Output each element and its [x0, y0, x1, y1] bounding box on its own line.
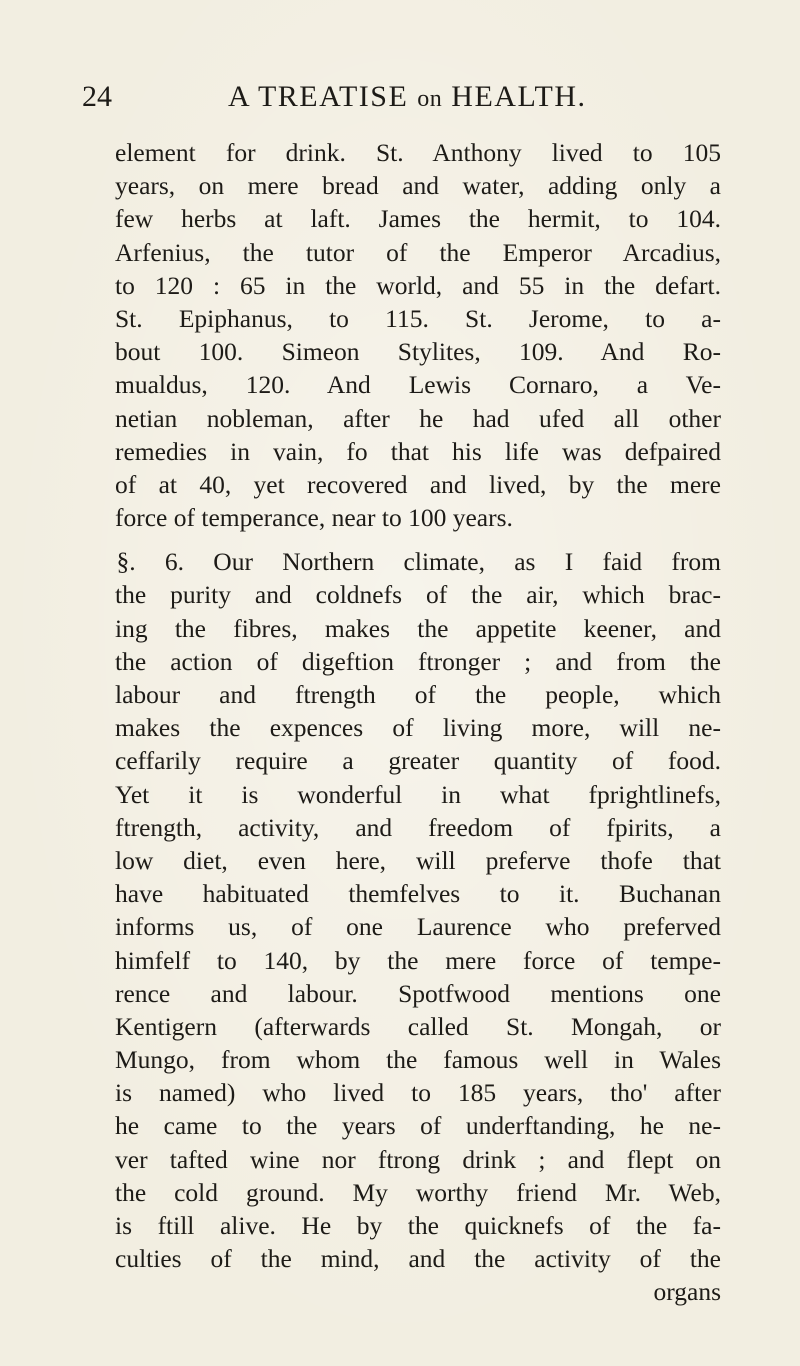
- text-line: the action of digeftion ftronger ; and from the: [115, 646, 721, 676]
- text-line: ftrength, activity, and freedom of fpirits, a: [115, 812, 721, 842]
- page-number: 24: [82, 80, 112, 113]
- text-line: makes the expences of living more, will ne-: [115, 713, 721, 743]
- text-line: is named) who lived to 185 years, tho' after: [115, 1078, 721, 1108]
- text-line: mualdus, 120. And Lewis Cornaro, a Ve-: [115, 370, 721, 400]
- text-line: to 120 : 65 in the world, and 55 in the defart.: [115, 270, 721, 300]
- text-line: he came to the years of underftanding, he ne-: [115, 1111, 721, 1141]
- text-line: years, on mere bread and water, adding only a: [115, 171, 721, 201]
- text-line: himfelf to 140, by the mere force of tempe-: [115, 945, 721, 975]
- text-line: ver tafted wine nor ftrong drink ; and flept on: [115, 1144, 721, 1174]
- text-line: labour and ftrength of the people, which: [115, 680, 721, 709]
- paragraph-2: [115, 545, 721, 1275]
- text-line: Arfenius, the tutor of the Emperor Arcadius,: [115, 237, 721, 267]
- text-line: ing the fibres, makes the appetite keener, and: [115, 613, 721, 643]
- text-line: culties of the mind, and the activity of the: [115, 1244, 721, 1274]
- running-title-on: on: [417, 86, 443, 112]
- text-line: low diet, even here, will preferve thofe that: [115, 845, 721, 875]
- text-line: is ftill alive. He by the quicknefs of the fa-: [115, 1211, 721, 1240]
- text-line: St. Epiphanus, to 115. St. Jerome, to a-: [115, 303, 721, 333]
- running-title: [228, 80, 587, 114]
- text-line: netian nobleman, after he had ufed all other: [115, 403, 721, 433]
- text-line: the purity and coldnefs of the air, which brac-: [115, 580, 721, 610]
- paragraph-1: [115, 136, 721, 534]
- running-head: [80, 80, 720, 120]
- text-line: force of temperance, near to 100 years.: [115, 503, 513, 533]
- running-title-part-b: HEALTH.: [442, 80, 587, 113]
- paragraph-gap: [115, 534, 721, 545]
- text-line: few herbs at laft. James the hermit, to 104.: [115, 204, 721, 234]
- text-line: remedies in vain, fo that his life was defpaired: [115, 436, 721, 466]
- text-line: Mungo, from whom the famous well in Wales: [115, 1045, 721, 1075]
- text-line: element for drink. St. Anthony lived to 105: [115, 138, 721, 167]
- text-line: Kentigern (afterwards called St. Mongah, or: [115, 1011, 721, 1041]
- text-line: the cold ground. My worthy friend Mr. Web,: [115, 1177, 721, 1207]
- text-line: of at 40, yet recovered and lived, by the mere: [115, 469, 721, 499]
- text-line: Yet it is wonderful in what fprightlinefs,: [115, 779, 721, 809]
- running-title-part-a: A TREATISE: [228, 80, 418, 113]
- body-text: [115, 136, 721, 1309]
- catchword: organs: [653, 1277, 721, 1307]
- text-line: bout 100. Simeon Stylites, 109. And Ro-: [115, 337, 721, 367]
- text-line: have habituated themfelves to it. Buchanan: [115, 879, 721, 909]
- text-line: rence and labour. Spotfwood mentions one: [115, 978, 721, 1008]
- section-6-heading-line: §. 6. Our Northern climate, as I faid from: [116, 547, 721, 577]
- text-line: ceffarily require a greater quantity of food.: [115, 746, 721, 776]
- text-line: informs us, of one Laurence who preferved: [115, 912, 721, 942]
